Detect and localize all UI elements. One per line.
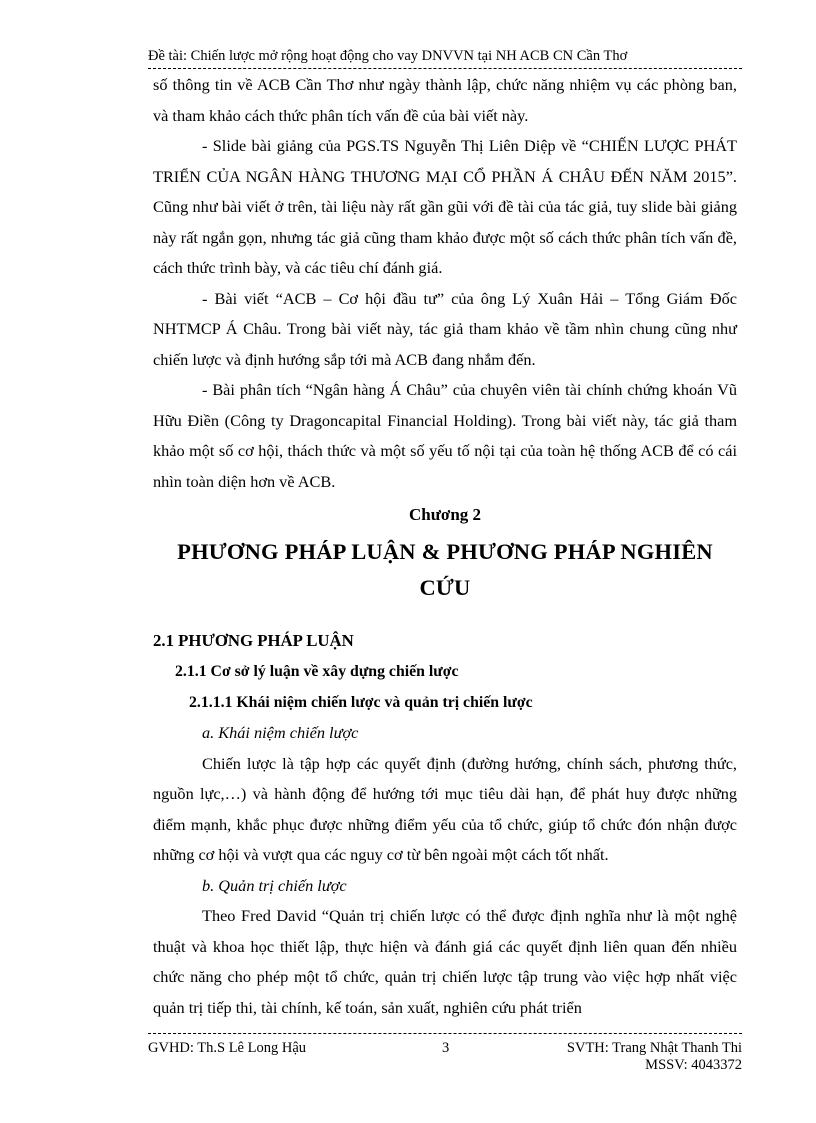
item-heading-b: b. Quản trị chiến lược: [202, 875, 347, 895]
section-heading: 2.1 PHƯƠNG PHÁP LUẬN: [153, 631, 354, 650]
item-heading-a: a. Khái niệm chiến lược: [202, 723, 359, 742]
chapter-number: Chương 2: [408, 505, 482, 524]
footer-student-name: SVTH: Trang Nhật Thanh Thi: [566, 1040, 742, 1056]
paragraph-continued: số thông tin về ACB Cần Thơ như ngày thành lập, chức năng nhiệm vụ các phòng ban, và tham khảo cách thức phân tích vấn đề của bài viết này.: [153, 75, 737, 125]
page-header: Đề tài: Chiến lược mở rộng hoạt động cho vay DNVVN tại NH ACB CN Cần Thơ: [148, 48, 628, 64]
paragraph-strategic-management: Theo Fred David “Quản trị chiến lược có thể được định nghĩa như là một nghệ thuật và khoa học thiết lập, thực hiện và đánh giá các quyết định liên quan đến nhiều chức năng cho phép một tổ chức, quản trị chiến lược tập trung vào việc hợp nhất việc quản trị tiếp thi, tài chính, kế toán, sản xuất, nghiên cứu phát triển: [153, 906, 737, 1017]
chapter-title: PHƯƠNG PHÁP LUẬN & PHƯƠNG PHÁP NGHIÊN CỨU: [177, 539, 713, 600]
page-number: 3: [442, 1040, 450, 1056]
footer-student-id: MSSV: 4043372: [645, 1057, 742, 1073]
subsection-heading: 2.1.1 Cơ sở lý luận về xây dựng chiến lược: [175, 663, 459, 680]
subsubsection-heading: 2.1.1.1 Khái niệm chiến lược và quản trị chiến lược: [189, 694, 533, 711]
paragraph-acb-article: - Bài viết “ACB – Cơ hội đầu tư” của ông Lý Xuân Hải – Tổng Giám Đốc NHTMCP Á Châu. Trong bài viết này, tác giả tham khảo về tầm nhìn chung cũng như chiến lược và định hướng sắp tới mà ACB đang nhắm đến.: [153, 288, 737, 369]
footer-student: [567, 1040, 742, 1074]
footer-advisor: GVHD: Th.S Lê Long Hậu: [148, 1040, 307, 1056]
footer-divider: [148, 1033, 742, 1034]
paragraph-slide-reference: - Slide bài giảng của PGS.TS Nguyễn Thị Liên Diệp về “CHIẾN LƯỢC PHÁT TRIỂN CỦA NGÂN HÀNG THƯƠNG MẠI CỔ PHẦN Á CHÂU ĐẾN NĂM 2015”. Cũng như bài viết ở trên, tài liệu này rất gần gũi với đề tài của tác giả, tuy slide bài giảng này rất ngắn gọn, nhưng tác giả cũng tham khảo được một số cách thức phân tích vấn đề, cách thức trình bày, và các tiêu chí đánh giá.: [153, 136, 737, 277]
page-content: [153, 70, 737, 1023]
header-divider: [148, 68, 742, 69]
paragraph-strategy-definition: Chiến lược là tập hợp các quyết định (đường hướng, chính sách, phương thức, nguồn lực,…) và hành động để hướng tới mục tiêu dài hạn, để phát huy được những điểm mạnh, khắc phục được những điểm yếu của tổ chức, giúp tổ chức đón nhận được những cơ hội và vượt qua các nguy cơ từ bên ngoài một cách tốt nhất.: [153, 753, 737, 864]
paragraph-acb-analysis: - Bài phân tích “Ngân hàng Á Châu” của chuyên viên tài chính chứng khoán Vũ Hữu Điền (Công ty Dragoncapital Financial Holding). Trong bài viết này, tác giả tham khảo một số cơ hội, thách thức và một số yếu tố nội tại của toàn hệ thống ACB để có cái nhìn toàn diện hơn về ACB.: [153, 380, 737, 491]
